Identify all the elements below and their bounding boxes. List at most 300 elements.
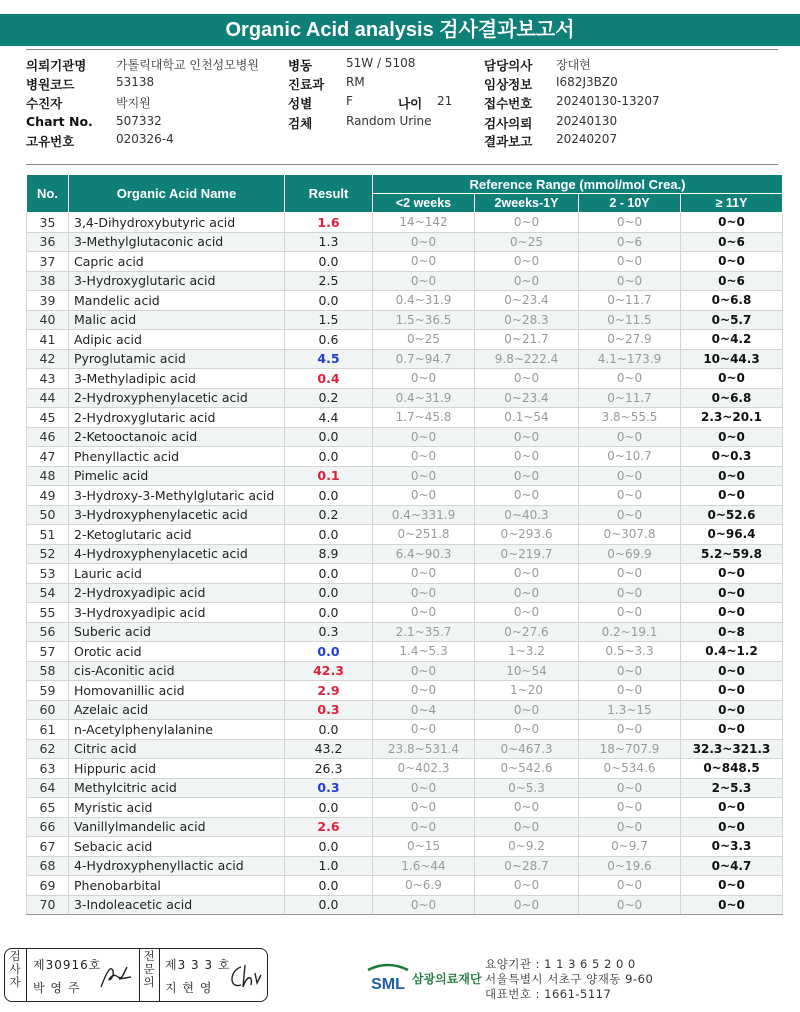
ref-2-10y: 0~0: [579, 564, 681, 584]
acid-name: 2-Hydroxyadipic acid: [69, 583, 285, 603]
row-number: 43: [27, 369, 69, 389]
result-value: 0.0: [285, 837, 373, 857]
ref-2weeks-1y: 0~9.2: [475, 837, 579, 857]
acid-name: 4-Hydroxyphenylacetic acid: [69, 544, 285, 564]
ref-2-10y: 18~707.9: [579, 739, 681, 759]
ref-2-10y: 0.2~19.1: [579, 622, 681, 642]
ref-2weeks-1y: 0~27.6: [475, 622, 579, 642]
table-row: [27, 213, 783, 233]
result-value: 0.3: [285, 700, 373, 720]
ref-2weeks-1y: 0~0: [475, 564, 579, 584]
ref-under-2-weeks: 0~0: [373, 486, 475, 506]
ref-under-2-weeks: 23.8~531.4: [373, 739, 475, 759]
ref-11y-plus: 0~6.8: [681, 291, 783, 311]
acid-name: Vanillylmandelic acid: [69, 817, 285, 837]
table-row: [27, 739, 783, 759]
row-number: 68: [27, 856, 69, 876]
ref-2-10y: 0~0: [579, 486, 681, 506]
ref-11y-plus: 0~0: [681, 895, 783, 915]
acid-name: Adipic acid: [69, 330, 285, 350]
ref-under-2-weeks: 0.4~31.9: [373, 291, 475, 311]
org-address: 서울특별시 서초구 양재동 9-60: [485, 972, 654, 986]
ref-2-10y: 0~9.7: [579, 837, 681, 857]
result-value: 43.2: [285, 739, 373, 759]
ref-11y-plus: 0~0: [681, 603, 783, 623]
result-value: 1.3: [285, 232, 373, 252]
row-number: 53: [27, 564, 69, 584]
receipt-no-value: 20240130-13207: [556, 94, 660, 108]
ref-11y-plus: 0~0: [681, 213, 783, 233]
ref-2-10y: 0~0: [579, 681, 681, 701]
col-header-ref-11y-plus: ≥ 11Y: [681, 194, 783, 213]
report-date-value: 20240207: [556, 132, 618, 146]
ref-2weeks-1y: 0~293.6: [475, 525, 579, 545]
signature-divider: [139, 949, 140, 1001]
row-number: 60: [27, 700, 69, 720]
ref-11y-plus: 0~0: [681, 681, 783, 701]
ref-11y-plus: 0~0: [681, 252, 783, 272]
result-value: 0.0: [285, 603, 373, 623]
acid-name: Pyroglutamic acid: [69, 349, 285, 369]
table-row: [27, 544, 783, 564]
acid-name: Phenyllactic acid: [69, 447, 285, 467]
signature-divider: [159, 949, 160, 1001]
patient-info-section: [26, 56, 786, 152]
table-row: [27, 837, 783, 857]
table-row: [27, 759, 783, 779]
ref-under-2-weeks: 1.4~5.3: [373, 642, 475, 662]
ref-11y-plus: 32.3~321.3: [681, 739, 783, 759]
ref-11y-plus: 0~0: [681, 583, 783, 603]
ref-under-2-weeks: 0~0: [373, 661, 475, 681]
table-row: [27, 408, 783, 428]
ref-2-10y: 0~27.9: [579, 330, 681, 350]
result-value: 0.3: [285, 622, 373, 642]
result-value: 2.6: [285, 817, 373, 837]
result-value: 0.0: [285, 447, 373, 467]
ref-2-10y: 0~0: [579, 271, 681, 291]
ref-under-2-weeks: 0~25: [373, 330, 475, 350]
acid-name: 2-Ketooctanoic acid: [69, 427, 285, 447]
ref-11y-plus: 0~0: [681, 466, 783, 486]
header-divider-top: [26, 49, 778, 50]
technician-name: 박 영 주: [33, 981, 81, 995]
acid-name: Orotic acid: [69, 642, 285, 662]
row-number: 65: [27, 798, 69, 818]
age-label: 나이: [398, 96, 423, 111]
clinical-info-value: I682J3BZ0: [556, 75, 618, 89]
row-number: 67: [27, 837, 69, 857]
report-footer: [0, 940, 800, 1012]
table-row: [27, 856, 783, 876]
table-row: [27, 349, 783, 369]
row-number: 51: [27, 525, 69, 545]
row-number: 70: [27, 895, 69, 915]
result-value: 0.6: [285, 330, 373, 350]
result-value: 0.2: [285, 505, 373, 525]
acid-name: n-Acetylphenylalanine: [69, 720, 285, 740]
ref-2-10y: 0~0: [579, 369, 681, 389]
ref-2-10y: 0~534.6: [579, 759, 681, 779]
ref-under-2-weeks: 0~4: [373, 700, 475, 720]
ref-under-2-weeks: 0~251.8: [373, 525, 475, 545]
ref-11y-plus: 0~4.7: [681, 856, 783, 876]
table-row: [27, 466, 783, 486]
ref-under-2-weeks: 0~0: [373, 369, 475, 389]
results-table: [26, 174, 783, 915]
chart-no-value: 507332: [116, 114, 162, 128]
ref-under-2-weeks: 14~142: [373, 213, 475, 233]
ref-2-10y: 0~11.5: [579, 310, 681, 330]
acid-name: Hippuric acid: [69, 759, 285, 779]
table-row: [27, 447, 783, 467]
row-number: 57: [27, 642, 69, 662]
ref-2weeks-1y: 0~542.6: [475, 759, 579, 779]
result-value: 0.0: [285, 252, 373, 272]
ref-2weeks-1y: 0~25: [475, 232, 579, 252]
ref-11y-plus: 0~0: [681, 720, 783, 740]
acid-name: Mandelic acid: [69, 291, 285, 311]
ref-2weeks-1y: 0.1~54: [475, 408, 579, 428]
table-row: [27, 252, 783, 272]
ref-11y-plus: 0.4~1.2: [681, 642, 783, 662]
ref-2weeks-1y: 9.8~222.4: [475, 349, 579, 369]
doctor-value: 장대현: [556, 58, 591, 72]
ref-2weeks-1y: 0~23.4: [475, 291, 579, 311]
row-number: 47: [27, 447, 69, 467]
ref-11y-plus: 0~3.3: [681, 837, 783, 857]
row-number: 50: [27, 505, 69, 525]
ref-2weeks-1y: 0~467.3: [475, 739, 579, 759]
row-number: 46: [27, 427, 69, 447]
request-date-label: 검사의뢰: [484, 116, 533, 131]
result-value: 0.0: [285, 642, 373, 662]
row-number: 56: [27, 622, 69, 642]
result-value: 0.0: [285, 876, 373, 896]
result-value: 0.0: [285, 525, 373, 545]
acid-name: 4-Hydroxyphenyllactic acid: [69, 856, 285, 876]
sml-logo-text: SML: [371, 976, 405, 993]
org-facility-code: 요양기관 : 1 1 3 6 5 2 0 0: [485, 957, 636, 971]
table-row: [27, 700, 783, 720]
ref-under-2-weeks: 0~0: [373, 271, 475, 291]
row-number: 36: [27, 232, 69, 252]
ref-2-10y: 0~0: [579, 817, 681, 837]
ref-under-2-weeks: 1.7~45.8: [373, 408, 475, 428]
ref-2-10y: 0~0: [579, 583, 681, 603]
ref-11y-plus: 0~0.3: [681, 447, 783, 467]
ref-2-10y: 0~0: [579, 876, 681, 896]
ref-under-2-weeks: 0~6.9: [373, 876, 475, 896]
ref-11y-plus: 0~4.2: [681, 330, 783, 350]
ref-11y-plus: 0~0: [681, 817, 783, 837]
ref-11y-plus: 0~0: [681, 564, 783, 584]
ref-2weeks-1y: 0~0: [475, 895, 579, 915]
row-number: 69: [27, 876, 69, 896]
ref-2weeks-1y: 0~28.7: [475, 856, 579, 876]
ref-11y-plus: 10~44.3: [681, 349, 783, 369]
table-row: [27, 525, 783, 545]
ref-2-10y: 0~0: [579, 466, 681, 486]
doctor-license-no: 제3 3 3 호: [165, 958, 231, 972]
specimen-label: 검체: [288, 116, 313, 131]
result-value: 8.9: [285, 544, 373, 564]
doctor-label: 담당의사: [484, 58, 533, 73]
ref-2weeks-1y: 0~40.3: [475, 505, 579, 525]
sml-logo-icon: [366, 962, 410, 994]
result-value: 0.0: [285, 291, 373, 311]
ref-2-10y: 0~0: [579, 798, 681, 818]
ref-2weeks-1y: 0~5.3: [475, 778, 579, 798]
hospital-label: 의뢰기관명: [26, 58, 87, 73]
row-number: 54: [27, 583, 69, 603]
acid-name: 3-Methyladipic acid: [69, 369, 285, 389]
acid-name: Azelaic acid: [69, 700, 285, 720]
result-value: 0.1: [285, 466, 373, 486]
unique-id-value: 020326-4: [116, 132, 174, 146]
results-table-body: [27, 213, 783, 915]
ref-2weeks-1y: 0~0: [475, 447, 579, 467]
col-header-no: No.: [27, 175, 69, 213]
acid-name: Pimelic acid: [69, 466, 285, 486]
acid-name: cis-Aconitic acid: [69, 661, 285, 681]
report-title: Organic Acid analysis 검사결과보고서: [0, 14, 800, 46]
ref-under-2-weeks: 0~402.3: [373, 759, 475, 779]
acid-name: Sebacic acid: [69, 837, 285, 857]
row-number: 37: [27, 252, 69, 272]
ref-2weeks-1y: 0~219.7: [475, 544, 579, 564]
ref-2-10y: 0~0: [579, 213, 681, 233]
ref-2-10y: 0~19.6: [579, 856, 681, 876]
technician-label: 검 사 자: [9, 949, 21, 989]
ref-2-10y: 0~0: [579, 427, 681, 447]
acid-name: Phenobarbital: [69, 876, 285, 896]
table-row: [27, 817, 783, 837]
doctor-sign-label: 전 문 의: [143, 949, 155, 989]
ref-2weeks-1y: 0~0: [475, 798, 579, 818]
ref-under-2-weeks: 0~0: [373, 798, 475, 818]
ref-under-2-weeks: 0~0: [373, 232, 475, 252]
department-label: 진료과: [288, 77, 325, 92]
table-row: [27, 895, 783, 915]
acid-name: Methylcitric acid: [69, 778, 285, 798]
acid-name: 3-Indoleacetic acid: [69, 895, 285, 915]
table-row: [27, 583, 783, 603]
result-value: 2.9: [285, 681, 373, 701]
ref-11y-plus: 5.2~59.8: [681, 544, 783, 564]
row-number: 48: [27, 466, 69, 486]
table-row: [27, 388, 783, 408]
patient-name-value: 박지원: [116, 96, 151, 110]
col-header-ref-2weeks-1y: 2weeks-1Y: [475, 194, 579, 213]
ref-under-2-weeks: 0~0: [373, 427, 475, 447]
acid-name: 2-Hydroxyglutaric acid: [69, 408, 285, 428]
age-value: 21: [437, 94, 453, 108]
ref-2weeks-1y: 0~21.7: [475, 330, 579, 350]
ref-11y-plus: 0~0: [681, 876, 783, 896]
technician-license-no: 제30916호: [33, 958, 102, 972]
ref-2-10y: 0~69.9: [579, 544, 681, 564]
ref-11y-plus: 0~5.7: [681, 310, 783, 330]
result-value: 26.3: [285, 759, 373, 779]
ref-under-2-weeks: 0~0: [373, 895, 475, 915]
ref-2-10y: 0~11.7: [579, 291, 681, 311]
col-header-ref-2-10y: 2 - 10Y: [579, 194, 681, 213]
result-value: 0.0: [285, 895, 373, 915]
ref-2-10y: 0~0: [579, 661, 681, 681]
ref-2-10y: 0~0: [579, 505, 681, 525]
result-value: 1.0: [285, 856, 373, 876]
acid-name: Lauric acid: [69, 564, 285, 584]
ref-under-2-weeks: 0~15: [373, 837, 475, 857]
ref-2weeks-1y: 0~0: [475, 271, 579, 291]
report-date-label: 결과보고: [484, 134, 533, 149]
ref-2-10y: 0.5~3.3: [579, 642, 681, 662]
table-row: [27, 681, 783, 701]
ref-under-2-weeks: 0.7~94.7: [373, 349, 475, 369]
row-number: 39: [27, 291, 69, 311]
result-value: 0.0: [285, 720, 373, 740]
col-header-ref-under-2-weeks: <2 weeks: [373, 194, 475, 213]
acid-name: Myristic acid: [69, 798, 285, 818]
ref-2weeks-1y: 0~0: [475, 603, 579, 623]
ref-under-2-weeks: 0~0: [373, 583, 475, 603]
ref-11y-plus: 0~0: [681, 486, 783, 506]
ref-2-10y: 0~11.7: [579, 388, 681, 408]
ref-under-2-weeks: 0~0: [373, 817, 475, 837]
table-row: [27, 876, 783, 896]
result-value: 1.6: [285, 213, 373, 233]
acid-name: 3,4-Dihydroxybutyric acid: [69, 213, 285, 233]
header-divider-bottom: [26, 164, 778, 165]
ref-under-2-weeks: 0.4~331.9: [373, 505, 475, 525]
ref-under-2-weeks: 0~0: [373, 720, 475, 740]
doctor-signature: [227, 961, 263, 991]
table-row: [27, 271, 783, 291]
acid-name: Capric acid: [69, 252, 285, 272]
col-header-result: Result: [285, 175, 373, 213]
acid-name: 3-Hydroxyadipic acid: [69, 603, 285, 623]
result-value: 4.5: [285, 349, 373, 369]
row-number: 64: [27, 778, 69, 798]
table-row: [27, 661, 783, 681]
sex-label: 성별: [288, 96, 313, 111]
ref-2weeks-1y: 0~0: [475, 700, 579, 720]
acid-name: 2-Ketoglutaric acid: [69, 525, 285, 545]
table-row: [27, 603, 783, 623]
ref-11y-plus: 0~0: [681, 369, 783, 389]
row-number: 45: [27, 408, 69, 428]
acid-name: Malic acid: [69, 310, 285, 330]
col-header-name: Organic Acid Name: [69, 175, 285, 213]
table-row: [27, 505, 783, 525]
table-row: [27, 369, 783, 389]
row-number: 42: [27, 349, 69, 369]
row-number: 35: [27, 213, 69, 233]
ref-under-2-weeks: 6.4~90.3: [373, 544, 475, 564]
acid-name: 3-Hydroxyglutaric acid: [69, 271, 285, 291]
ref-2weeks-1y: 0~0: [475, 466, 579, 486]
ref-11y-plus: 2.3~20.1: [681, 408, 783, 428]
ref-2weeks-1y: 0~0: [475, 486, 579, 506]
ref-under-2-weeks: 0~0: [373, 778, 475, 798]
acid-name: 3-Hydroxy-3-Methylglutaric acid: [69, 486, 285, 506]
ref-11y-plus: 0~0: [681, 661, 783, 681]
ref-2weeks-1y: 0~0: [475, 817, 579, 837]
result-value: 0.0: [285, 564, 373, 584]
result-value: 0.4: [285, 369, 373, 389]
row-number: 41: [27, 330, 69, 350]
result-value: 4.4: [285, 408, 373, 428]
ref-under-2-weeks: 0.4~31.9: [373, 388, 475, 408]
sex-value: F: [346, 94, 353, 108]
row-number: 63: [27, 759, 69, 779]
ref-2-10y: 0~0: [579, 895, 681, 915]
ref-under-2-weeks: 0~0: [373, 603, 475, 623]
ref-under-2-weeks: 1.6~44: [373, 856, 475, 876]
acid-name: 3-Methylglutaconic acid: [69, 232, 285, 252]
ref-11y-plus: 0~6: [681, 271, 783, 291]
ref-2-10y: 3.8~55.5: [579, 408, 681, 428]
ref-11y-plus: 0~6: [681, 232, 783, 252]
chart-no-label: Chart No.: [26, 114, 93, 129]
ref-11y-plus: 0~0: [681, 798, 783, 818]
result-value: 0.3: [285, 778, 373, 798]
unique-id-label: 고유번호: [26, 134, 75, 149]
ref-2-10y: 0~6: [579, 232, 681, 252]
row-number: 58: [27, 661, 69, 681]
row-number: 59: [27, 681, 69, 701]
ref-2-10y: 0~0: [579, 252, 681, 272]
ref-under-2-weeks: 2.1~35.7: [373, 622, 475, 642]
table-row: [27, 778, 783, 798]
doctor-name: 지 현 영: [165, 981, 213, 995]
ref-2weeks-1y: 1~3.2: [475, 642, 579, 662]
table-row: [27, 330, 783, 350]
ref-11y-plus: 0~52.6: [681, 505, 783, 525]
org-name: 삼광의료재단: [412, 972, 482, 986]
ref-2-10y: 1.3~15: [579, 700, 681, 720]
table-row: [27, 310, 783, 330]
signature-divider: [26, 949, 27, 1001]
ref-11y-plus: 0~8: [681, 622, 783, 642]
hospital-code-value: 53138: [116, 75, 155, 89]
table-row: [27, 798, 783, 818]
table-row: [27, 720, 783, 740]
ref-2weeks-1y: 10~54: [475, 661, 579, 681]
ref-2-10y: 0~307.8: [579, 525, 681, 545]
ref-2weeks-1y: 0~0: [475, 427, 579, 447]
ref-2weeks-1y: 1~20: [475, 681, 579, 701]
result-value: 0.0: [285, 798, 373, 818]
ref-2weeks-1y: 0~0: [475, 720, 579, 740]
ref-under-2-weeks: 1.5~36.5: [373, 310, 475, 330]
ref-2weeks-1y: 0~0: [475, 252, 579, 272]
ref-2weeks-1y: 0~23.4: [475, 388, 579, 408]
results-table-wrap: [26, 174, 782, 915]
ref-2-10y: 0~0: [579, 720, 681, 740]
ref-under-2-weeks: 0~0: [373, 466, 475, 486]
request-date-value: 20240130: [556, 114, 618, 128]
ref-2weeks-1y: 0~0: [475, 876, 579, 896]
table-row: [27, 291, 783, 311]
ref-11y-plus: 0~6.8: [681, 388, 783, 408]
ref-under-2-weeks: 0~0: [373, 681, 475, 701]
row-number: 55: [27, 603, 69, 623]
ref-under-2-weeks: 0~0: [373, 252, 475, 272]
col-header-reference-range: Reference Range (mmol/mol Crea.): [373, 175, 783, 194]
ref-2weeks-1y: 0~0: [475, 369, 579, 389]
